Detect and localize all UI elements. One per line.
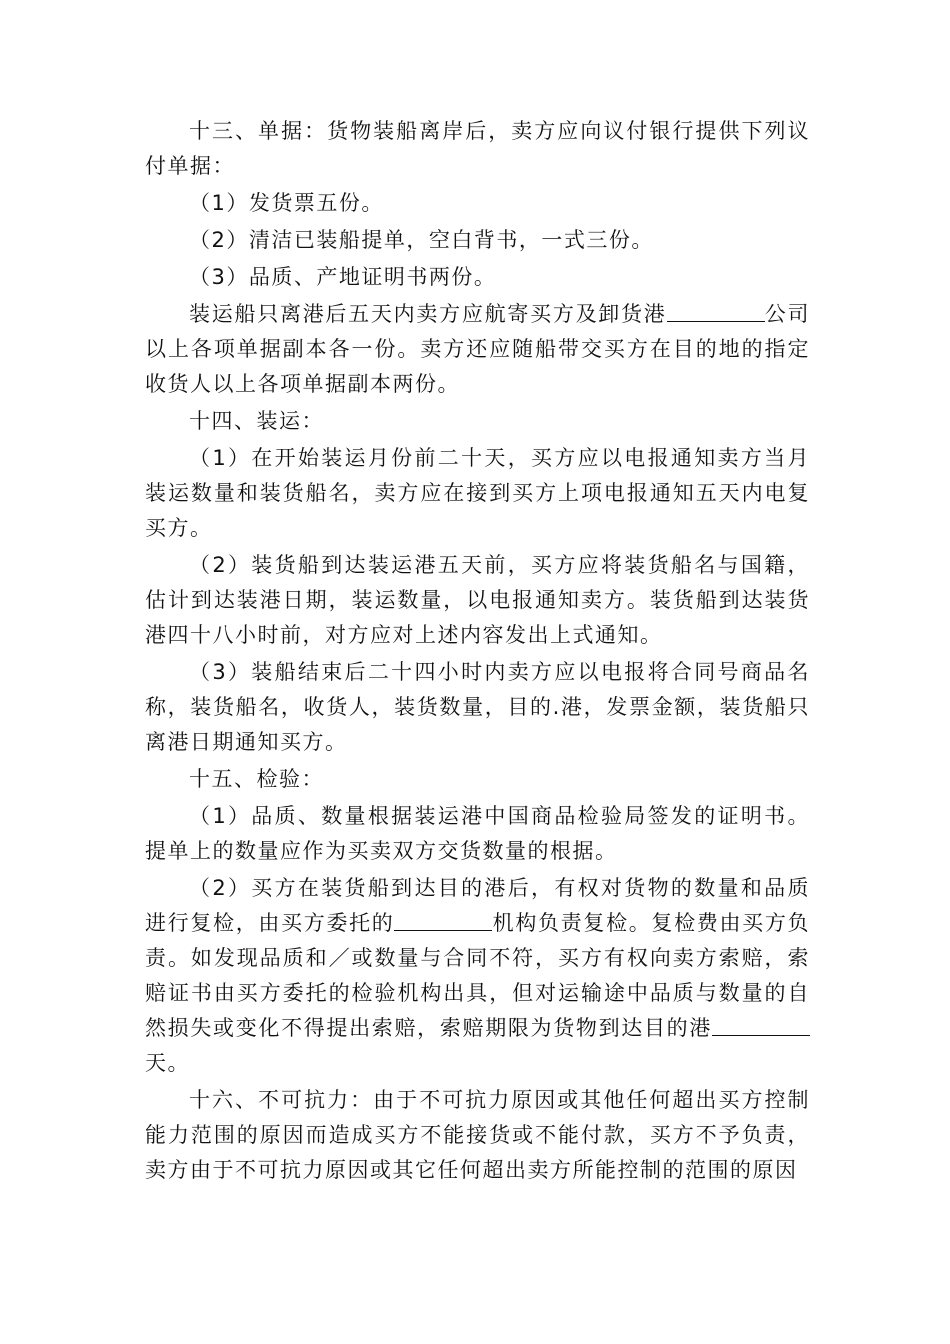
section-16-heading: 十六、不可抗力：由于不可抗力原因或其他任何超出买方控制能力范围的原因而造成买方不能接货或不能付款，买方不予负责，卖方由于不可抗力原因或其它任何超出卖方所能控制的范围的原因 <box>145 1088 810 1182</box>
document-page <box>145 114 810 1190</box>
section-15-item-2 <box>145 871 810 1081</box>
section-14-item-1: （1）在开始装运月份前二十天，买方应以电报通知卖方当月装运数量和装货船名，卖方应在接到买方上项电报通知五天内电复买方。 <box>145 446 810 540</box>
section-13-item-3: （3）品质、产地证明书两份。 <box>189 265 497 289</box>
section-13-note <box>145 297 810 402</box>
port-company-blank <box>667 299 765 322</box>
section-13-heading: 十三、单据：货物装船离岸后，卖方应向议付银行提供下列议付单据： <box>145 119 810 178</box>
section-13-note-part-b: 公司以上各项单据副本各一份。卖方还应随船带交买方在目的地的指定收货人以上各项单据副本两份。 <box>145 302 811 396</box>
section-14-item-2: （2）装货船到达装运港五天前，买方应将装货船名与国籍，估计到达装港日期，装运数量，以电报通知卖方。装货船到达装货港四十八小时前，对方应对上述内容发出上式通知。 <box>145 553 810 647</box>
section-13-note-part-a: 装运船只离港后五天内卖方应航寄买方及卸货港 <box>189 302 667 326</box>
section-14-heading: 十四、装运： <box>189 409 324 433</box>
section-15-item-2-part-b: 机构负责复检。复检费由买方负责。如发现品质和／或数量与合同不符，买方有权向卖方索赔，索赔证书由买方委托的检验机构出具，但对运输途中品质与数量的自然损失或变化不得提出索赔，索赔期限为货物到达目的港 <box>145 911 811 1040</box>
section-13-item-2: （2）清洁已装船提单，空白背书，一式三份。 <box>189 228 654 252</box>
claim-days-blank <box>712 1013 810 1036</box>
section-15-item-2-part-a: （2）买方在装货船到达目的港后，有权对货物的数量和品质进行复检，由买方委托的 <box>145 876 810 935</box>
section-13-item-1: （1）发货票五份。 <box>189 191 384 215</box>
section-14-item-3: （3）装船结束后二十四小时内卖方应以电报将合同号商品名称，装货船名，收货人，装货数量，目的.港，发票金额，装货船只离港日期通知买方。 <box>145 660 810 754</box>
section-15-item-2-part-c: 天。 <box>145 1051 190 1075</box>
section-15-item-1: （1）品质、数量根据装运港中国商品检验局签发的证明书。提单上的数量应作为买卖双方交货数量的根据。 <box>145 804 810 863</box>
inspection-agency-blank <box>394 908 492 931</box>
section-15-heading: 十五、检验： <box>189 767 324 791</box>
